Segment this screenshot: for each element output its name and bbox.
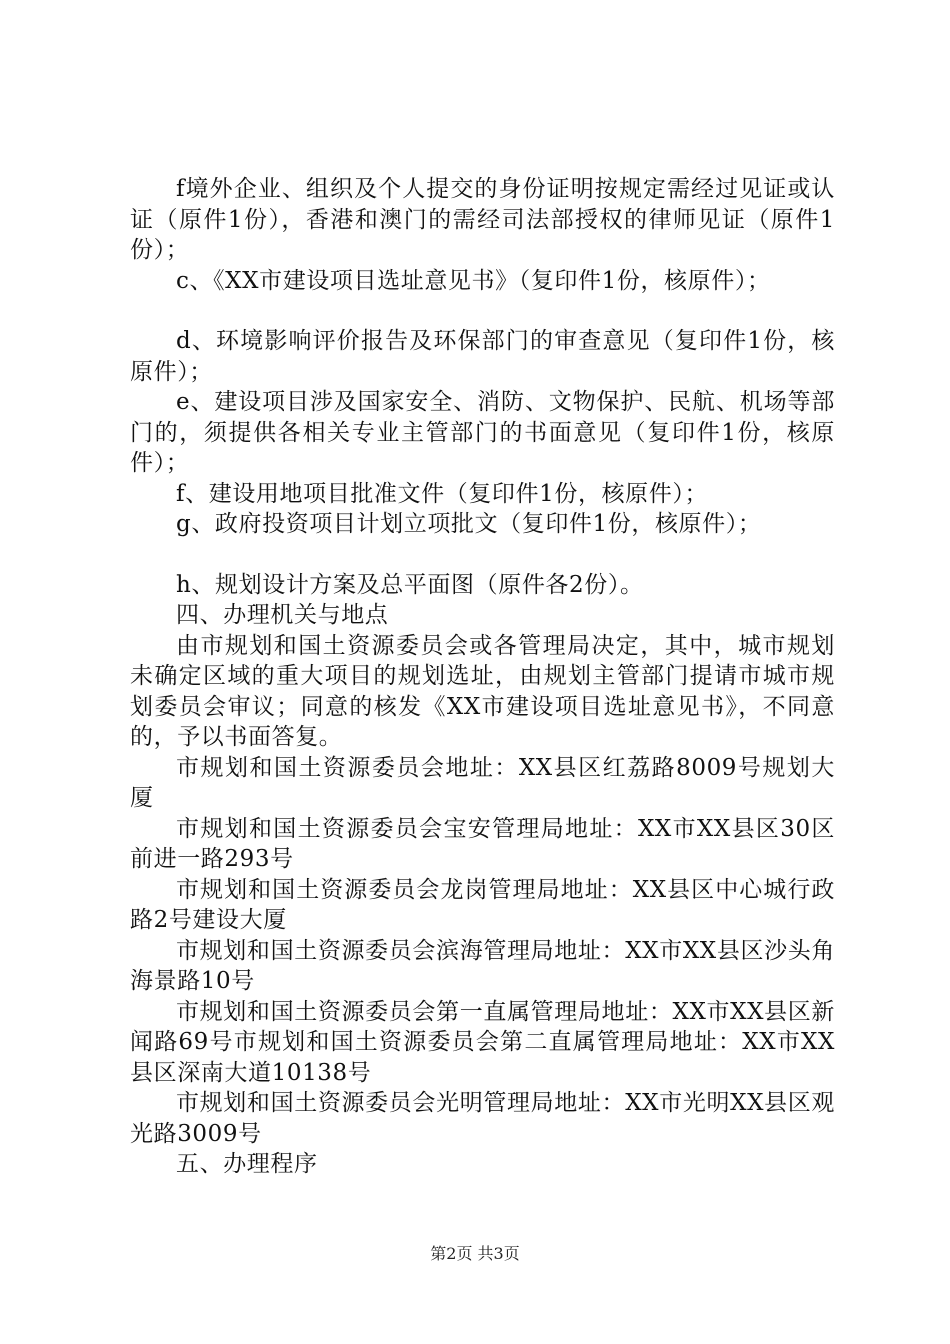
page-number: 第2页 共3页 [430,1244,520,1263]
paragraph-identity-proof: f境外企业、组织及个人提交的身份证明按规定需经过见证或认证（原件1份），香港和澳门的需经司法部授权的律师见证（原件1份）； [130,176,835,263]
address-longgang: 市规划和国土资源委员会龙岗管理局地址：XX县区中心城行政路2号建设大厦 [130,876,835,933]
paragraph-item-f: f、建设用地项目批准文件（复印件1份，核原件）； [176,480,709,507]
paragraph-item-d: d、环境影响评价报告及环保部门的审查意见（复印件1份，核原件）； [130,328,835,385]
address-guangming: 市规划和国土资源委员会光明管理局地址：XX市光明XX县区观光路3009号 [130,1090,835,1147]
paragraph-item-g: g、政府投资项目计划立项批文（复印件1份，核原件）； [176,511,762,537]
section-heading-5: 五、办理程序 [176,1151,318,1177]
paragraph-item-h: h、规划设计方案及总平面图（原件各2份）。 [176,571,644,598]
address-direct-bureaus: 市规划和国土资源委员会第一直属管理局地址：XX市XX县区新闻路69号市规划和国土资源委员会第二直属管理局地址：XX市XX县区深南大道10138号 [130,998,835,1086]
paragraph-decision: 由市规划和国土资源委员会或各管理局决定，其中，城市规划未确定区域的重大项目的规划选址，由规划主管部门提请市城市规划委员会审议；同意的核发《XX市建设项目选址意见书》，不同意的，予以书面答复。 [130,632,835,750]
address-main: 市规划和国土资源委员会地址：XX县区红荔路8009号规划大厦 [130,754,835,811]
address-baoan: 市规划和国土资源委员会宝安管理局地址：XX市XX县区30区前进一路293号 [130,815,835,872]
paragraph-item-c: c、《XX市建设项目选址意见书》（复印件1份，核原件）； [176,267,771,294]
document-body [130,174,835,1180]
paragraph-item-e: e、建设项目涉及国家安全、消防、文物保护、民航、机场等部门的，须提供各相关专业主管部门的书面意见（复印件1份，核原件）； [130,389,835,476]
section-heading-4: 四、办理机关与地点 [176,602,389,628]
address-binhai: 市规划和国土资源委员会滨海管理局地址：XX市XX县区沙头角海景路10号 [130,937,835,994]
